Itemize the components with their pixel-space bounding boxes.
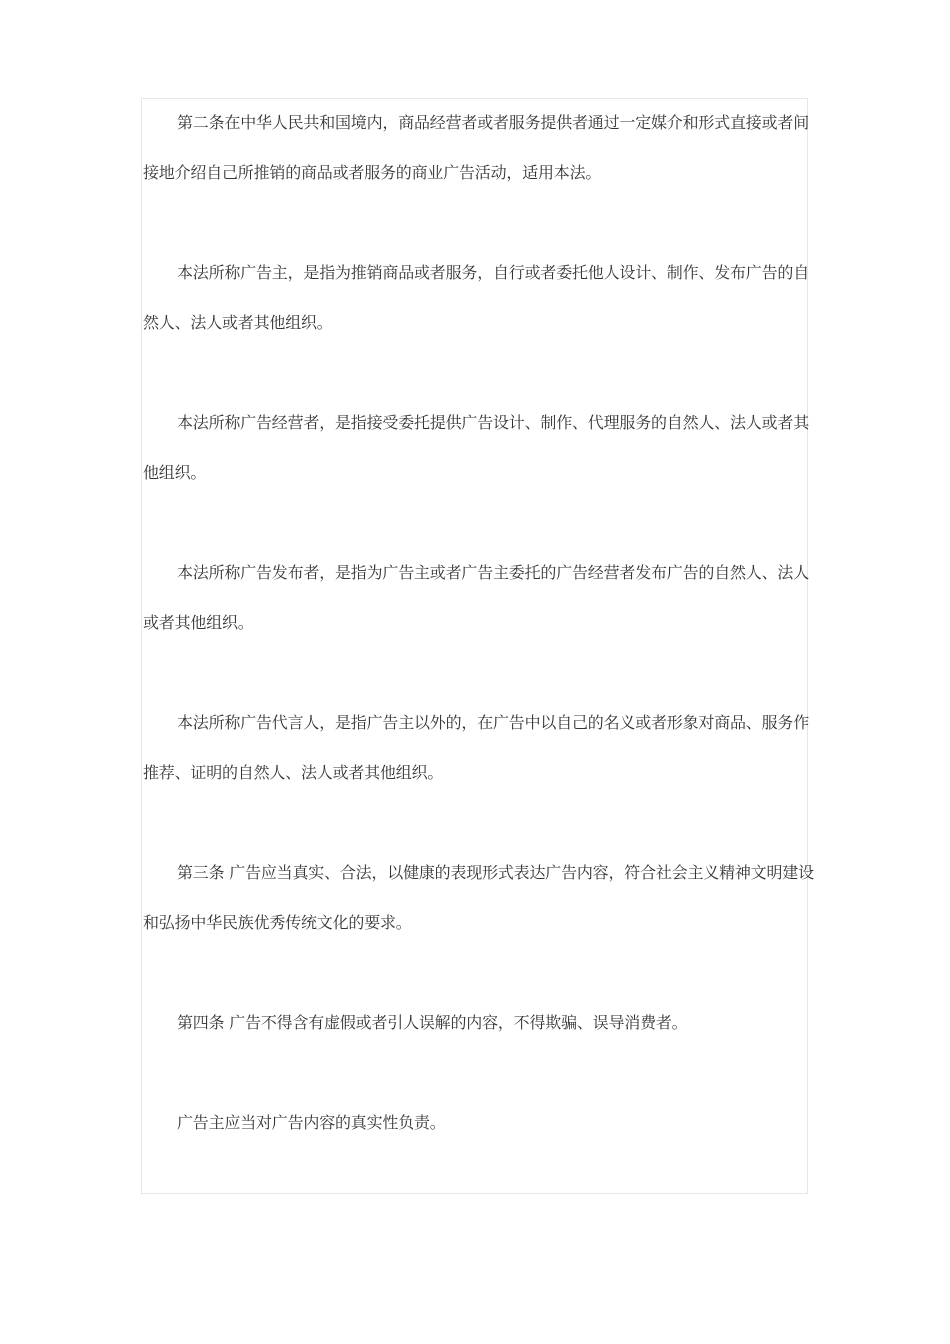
paragraph-advertiser-definition: 本法所称广告主，是指为推销商品或者服务，自行或者委托他人设计、制作、发布广告的自然人、法人或者其他组织。 — [143, 263, 810, 332]
document-body — [143, 98, 819, 1148]
paragraph-article-3: 第三条 广告应当真实、合法，以健康的表现形式表达广告内容，符合社会主义精神文明建设和弘扬中华民族优秀传统文化的要求。 — [143, 863, 814, 932]
paragraph-ad-endorser-definition: 本法所称广告代言人，是指广告主以外的，在广告中以自己的名义或者形象对商品、服务作推荐、证明的自然人、法人或者其他组织。 — [143, 713, 810, 782]
paragraph-ad-operator-definition: 本法所称广告经营者，是指接受委托提供广告设计、制作、代理服务的自然人、法人或者其他组织。 — [143, 413, 810, 482]
paragraph-article-4: 第四条 广告不得含有虚假或者引人误解的内容，不得欺骗、误导消费者。 — [177, 1013, 688, 1032]
paragraph-article-2: 第二条在中华人民共和国境内，商品经营者或者服务提供者通过一定媒介和形式直接或者间接地介绍自己所推销的商品或者服务的商业广告活动，适用本法。 — [143, 113, 810, 182]
paragraph-advertiser-responsibility: 广告主应当对广告内容的真实性负责。 — [177, 1113, 446, 1132]
paragraph-ad-publisher-definition: 本法所称广告发布者，是指为广告主或者广告主委托的广告经营者发布广告的自然人、法人或者其他组织。 — [143, 563, 810, 632]
